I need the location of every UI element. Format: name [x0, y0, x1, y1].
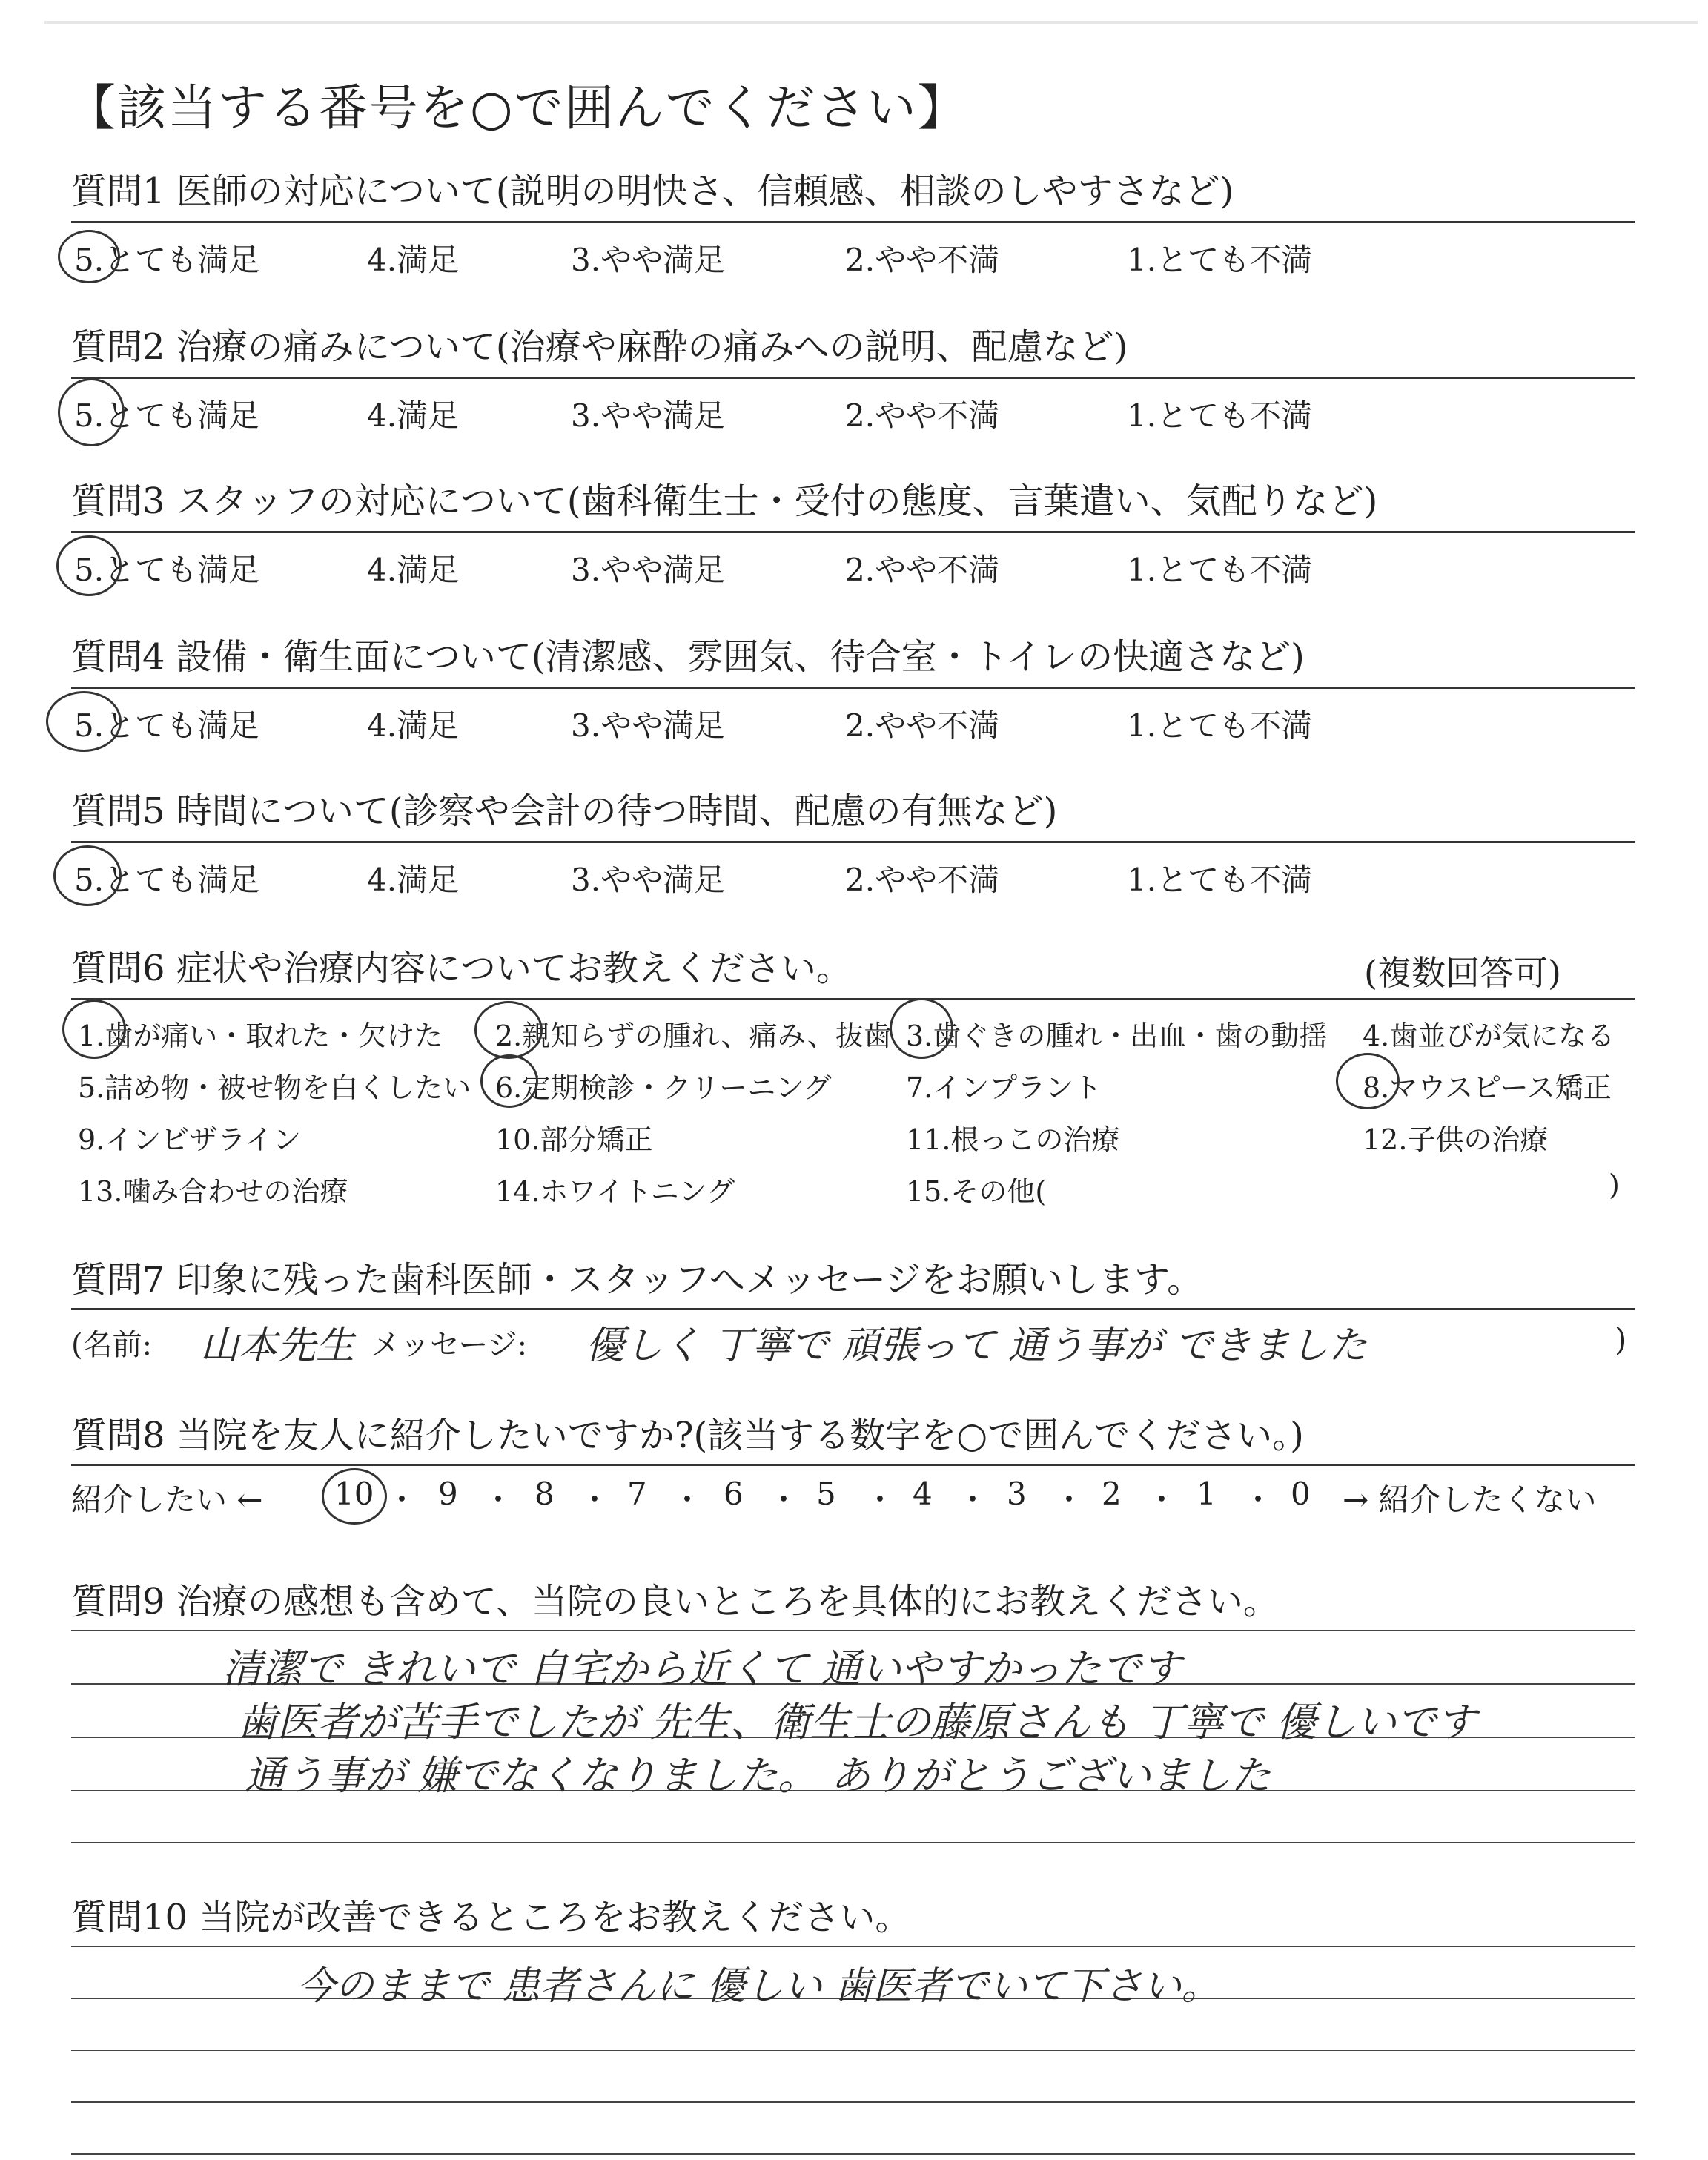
- option-2[interactable]: 2.やや不満: [845, 862, 1000, 898]
- question-2-title: 質問2 治療の痛みについて(治療や麻酔の痛みへの説明、配慮など): [71, 326, 1128, 368]
- answer-text[interactable]: 歯医者が苦手でしたが 先生、衛生士の藤原さんも 丁寧で 優しいです: [237, 1699, 1477, 1745]
- q6-other-close: ): [1609, 1169, 1620, 1201]
- q6-option[interactable]: 7.インプラント: [906, 1071, 1102, 1104]
- option-2[interactable]: 2.やや不満: [845, 397, 1000, 434]
- option-5[interactable]: 5.とても満足: [74, 862, 260, 898]
- question-3-title: 質問3 スタッフの対応について(歯科衛生士・受付の態度、言葉遣い、気配りなど): [71, 480, 1378, 522]
- question-4-options: [74, 701, 1631, 743]
- message-value[interactable]: 優しく 丁寧で 頑張って 通う事が できました: [586, 1324, 1368, 1368]
- question-9-title: 質問9 治療の感想も含めて、当院の良いところを具体的にお教えください。: [71, 1581, 1279, 1622]
- selection-circle: [53, 845, 122, 906]
- page-title: 【該当する番号を○で囲んでください】: [67, 79, 968, 136]
- answer-text[interactable]: 今のままで 患者さんに 優しい 歯医者でいて下さい。: [297, 1964, 1220, 2009]
- scale-dot: ・: [579, 1482, 611, 1518]
- answer-line: [71, 2153, 1635, 2155]
- answer-line: [71, 2050, 1635, 2051]
- scale-dot: ・: [957, 1482, 989, 1518]
- scale-left-label: 紹介したい ←: [71, 1482, 263, 1518]
- answer-line: [71, 1630, 1635, 1631]
- question-5-title: 質問5 時間について(診察や会計の待つ時間、配慮の有無など): [71, 790, 1058, 832]
- q6-option[interactable]: 2.親知らずの腫れ、痛み、抜歯: [495, 1020, 892, 1052]
- answer-line: [71, 2101, 1635, 2103]
- selection-circle: [58, 230, 120, 283]
- selection-circle: [474, 1001, 543, 1059]
- divider: [71, 1464, 1635, 1466]
- question-2-options: [74, 392, 1631, 433]
- scale-value[interactable]: 3: [1007, 1476, 1027, 1512]
- question-8-title: 質問8 当院を友人に紹介したいですか?(該当する数字を○で囲んでください。): [71, 1415, 1304, 1456]
- q6-option[interactable]: 12.子供の治療: [1363, 1123, 1549, 1156]
- option-5[interactable]: 5.とても満足: [74, 242, 260, 278]
- selection-circle: [1336, 1053, 1400, 1109]
- option-1[interactable]: 1.とても不満: [1127, 242, 1313, 278]
- option-3[interactable]: 3.やや満足: [571, 242, 726, 278]
- message-close: ): [1615, 1321, 1627, 1358]
- scale-dot: ・: [1146, 1482, 1178, 1518]
- scale-dot: ・: [483, 1482, 514, 1518]
- option-1[interactable]: 1.とても不満: [1127, 552, 1313, 588]
- scale-dot: ・: [864, 1482, 896, 1518]
- q6-option[interactable]: 13.噛み合わせの治療: [78, 1175, 348, 1208]
- option-2[interactable]: 2.やや不満: [845, 242, 1000, 278]
- question-4-title: 質問4 設備・衛生面について(清潔感、雰囲気、待合室・トイレの快適さなど): [71, 636, 1305, 678]
- q6-option[interactable]: 1.歯が痛い・取れた・欠けた: [78, 1020, 443, 1052]
- divider: [71, 531, 1635, 533]
- selection-circle: [62, 1000, 126, 1059]
- message-label: メッセージ:: [371, 1328, 528, 1362]
- answer-line: [71, 1946, 1635, 1947]
- divider: [71, 687, 1635, 689]
- scale-value[interactable]: 7: [627, 1476, 647, 1512]
- scale-value[interactable]: 1: [1196, 1476, 1217, 1512]
- option-2[interactable]: 2.やや不満: [845, 707, 1000, 744]
- name-label: (名前:: [71, 1328, 153, 1362]
- option-1[interactable]: 1.とても不満: [1127, 397, 1313, 434]
- option-3[interactable]: 3.やや満足: [571, 707, 726, 744]
- option-1[interactable]: 1.とても不満: [1127, 862, 1313, 898]
- option-3[interactable]: 3.やや満足: [571, 397, 726, 434]
- option-5[interactable]: 5.とても満足: [74, 707, 260, 744]
- selection-circle: [46, 691, 122, 752]
- scale-dot: ・: [1242, 1482, 1274, 1518]
- question-3-options: [74, 546, 1631, 587]
- selection-circle: [322, 1468, 387, 1525]
- option-1[interactable]: 1.とても不満: [1127, 707, 1313, 744]
- answer-text[interactable]: 清潔で きれいで 自宅から近くて 通いやすかったです: [222, 1645, 1182, 1692]
- scale-value[interactable]: 8: [534, 1476, 555, 1512]
- multiple-answer-note: (複数回答可): [1364, 953, 1561, 993]
- q6-option[interactable]: 10.部分矯正: [495, 1123, 653, 1156]
- question-1-title: 質問1 医師の対応について(説明の明快さ、信頼感、相談のしやすさなど): [71, 171, 1234, 212]
- divider: [71, 998, 1635, 1000]
- divider: [71, 221, 1635, 223]
- option-3[interactable]: 3.やや満足: [571, 552, 726, 588]
- question-1-options: [74, 236, 1631, 277]
- q6-option[interactable]: 15.その他(: [906, 1175, 1047, 1208]
- q6-option[interactable]: 8.マウスピース矯正: [1363, 1071, 1612, 1104]
- scale-dot: ・: [768, 1482, 800, 1518]
- option-5[interactable]: 5.とても満足: [74, 397, 260, 434]
- selection-circle: [56, 535, 122, 596]
- option-4[interactable]: 4.満足: [367, 242, 460, 278]
- option-2[interactable]: 2.やや不満: [845, 552, 1000, 588]
- q6-option[interactable]: 4.歯並びが気になる: [1363, 1020, 1615, 1052]
- option-3[interactable]: 3.やや満足: [571, 862, 726, 898]
- scale-value[interactable]: 5: [816, 1476, 836, 1512]
- option-4[interactable]: 4.満足: [367, 707, 460, 744]
- answer-text[interactable]: 通う事が 嫌でなくなりました。 ありがとうございました: [245, 1752, 1271, 1799]
- scale-value[interactable]: 9: [438, 1476, 458, 1512]
- q6-option[interactable]: 3.歯ぐきの腫れ・出血・歯の動揺: [906, 1020, 1328, 1052]
- question-7-title: 質問7 印象に残った歯科医師・スタッフへメッセージをお願いします。: [71, 1259, 1203, 1301]
- scale-value[interactable]: 10: [334, 1476, 374, 1512]
- question-5-options: [74, 856, 1631, 897]
- scale-value[interactable]: 4: [913, 1476, 933, 1512]
- selection-circle: [890, 998, 953, 1059]
- q6-option[interactable]: 11.根っこの治療: [906, 1123, 1120, 1156]
- q6-option[interactable]: 5.詰め物・被せ物を白くしたい: [78, 1071, 471, 1104]
- scale-dot: ・: [1053, 1482, 1085, 1518]
- q6-option[interactable]: 14.ホワイトニング: [495, 1175, 735, 1208]
- top-edge-line: [44, 21, 1698, 24]
- scale-value[interactable]: 2: [1102, 1476, 1122, 1512]
- divider: [71, 1308, 1635, 1310]
- divider: [71, 377, 1635, 379]
- scale-right-label: → 紹介したくない: [1343, 1482, 1597, 1518]
- divider: [71, 841, 1635, 843]
- name-value[interactable]: 山本先生: [200, 1324, 355, 1368]
- option-4[interactable]: 4.満足: [367, 397, 460, 434]
- scale-value[interactable]: 6: [724, 1476, 744, 1512]
- selection-circle: [480, 1054, 538, 1108]
- scale-dot: ・: [672, 1482, 704, 1518]
- question-10-title: 質問10 当院が改善できるところをお教えください。: [71, 1897, 911, 1938]
- scale-dot: ・: [386, 1482, 418, 1518]
- question-6-title: 質問6 症状や治療内容についてお教えください。: [71, 948, 852, 989]
- q6-option[interactable]: 6.定期検診・クリーニング: [495, 1071, 832, 1104]
- q6-option[interactable]: 9.インビザライン: [78, 1123, 302, 1156]
- answer-line: [71, 1842, 1635, 1843]
- option-4[interactable]: 4.満足: [367, 552, 460, 588]
- scale-value[interactable]: 0: [1291, 1476, 1311, 1512]
- option-5[interactable]: 5.とても満足: [74, 552, 260, 588]
- selection-circle: [58, 378, 125, 446]
- option-4[interactable]: 4.満足: [367, 862, 460, 898]
